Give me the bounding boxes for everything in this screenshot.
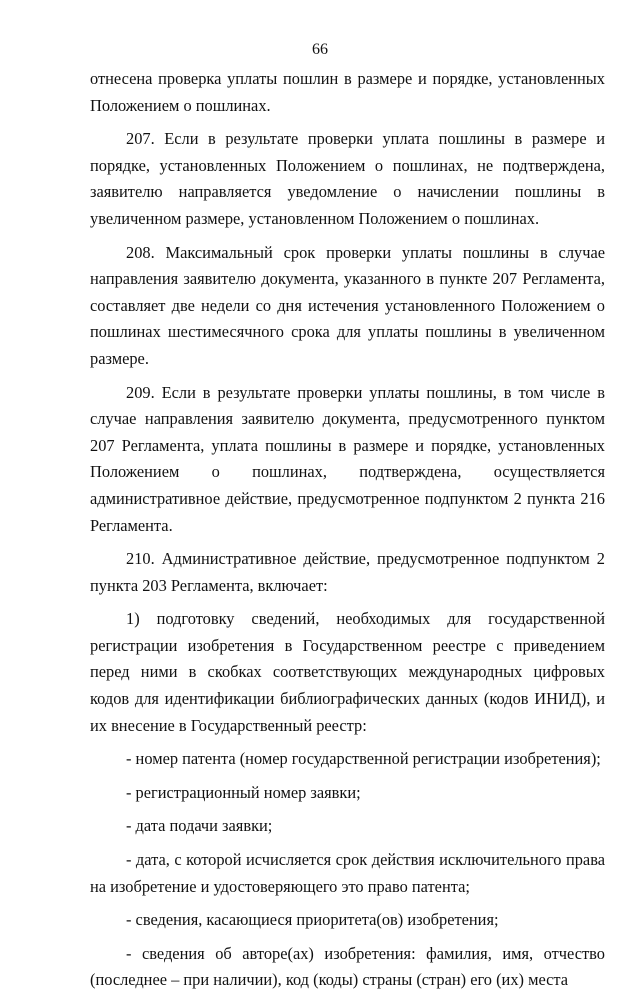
paragraph-209: 209. Если в результате проверки уплаты пошлины, в том числе в случае направления заявителю документа, предусмотренного пунктом 207 Регламента, уплата пошлины в размере и порядке, установленных Положением о пошлинах, подтверждена, осуществляется административное действие, предусмотренное подпунктом 2 пункта 216 Регламента. bbox=[90, 382, 605, 535]
document-body bbox=[90, 66, 605, 994]
list-item: - номер патента (номер государственной регистрации изобретения); bbox=[126, 749, 601, 769]
list-item: - дата подачи заявки; bbox=[126, 816, 273, 836]
list-item: - регистрационный номер заявки; bbox=[126, 782, 361, 802]
list-item: - сведения, касающиеся приоритета(ов) изобретения; bbox=[126, 910, 499, 930]
subitem-1: 1) подготовку сведений, необходимых для государственной регистрации изобретения в Государственном реестре с приведением перед ними в скобках соответствующих международных цифровых кодов для идентификации библиографических данных (кодов ИНИД), и их внесение в Государственный реестр: bbox=[90, 609, 605, 735]
paragraph-207: 207. Если в результате проверки уплата пошлины в размере и порядке, установленных Положением о пошлинах, не подтверждена, заявителю направляется уведомление о начислении пошлины в увеличенном размере, установленном Положением о пошлинах. bbox=[90, 129, 605, 228]
paragraph-continuation: отнесена проверка уплаты пошлин в размере и порядке, установленных Положением о пошлинах. bbox=[90, 69, 605, 115]
list-item: - сведения об авторе(ах) изобретения: фамилия, имя, отчество (последнее – при наличии), код (коды) страны (стран) его (их) места bbox=[90, 943, 605, 990]
paragraph-208: 208. Максимальный срок проверки уплаты пошлины в случае направления заявителю документа, указанного в пункте 207 Регламента, составляет две недели со дня истечения установленного Положением о пошлинах шестимесячного срока для уплаты пошлины в увеличенном размере. bbox=[90, 242, 605, 368]
paragraph-210: 210. Административное действие, предусмотренное подпунктом 2 пункта 203 Регламента, включает: bbox=[90, 549, 605, 595]
page-number: 66 bbox=[312, 41, 328, 58]
list-item: - дата, с которой исчисляется срок действия исключительного права на изобретение и удостоверяющего это право патента; bbox=[90, 850, 605, 896]
